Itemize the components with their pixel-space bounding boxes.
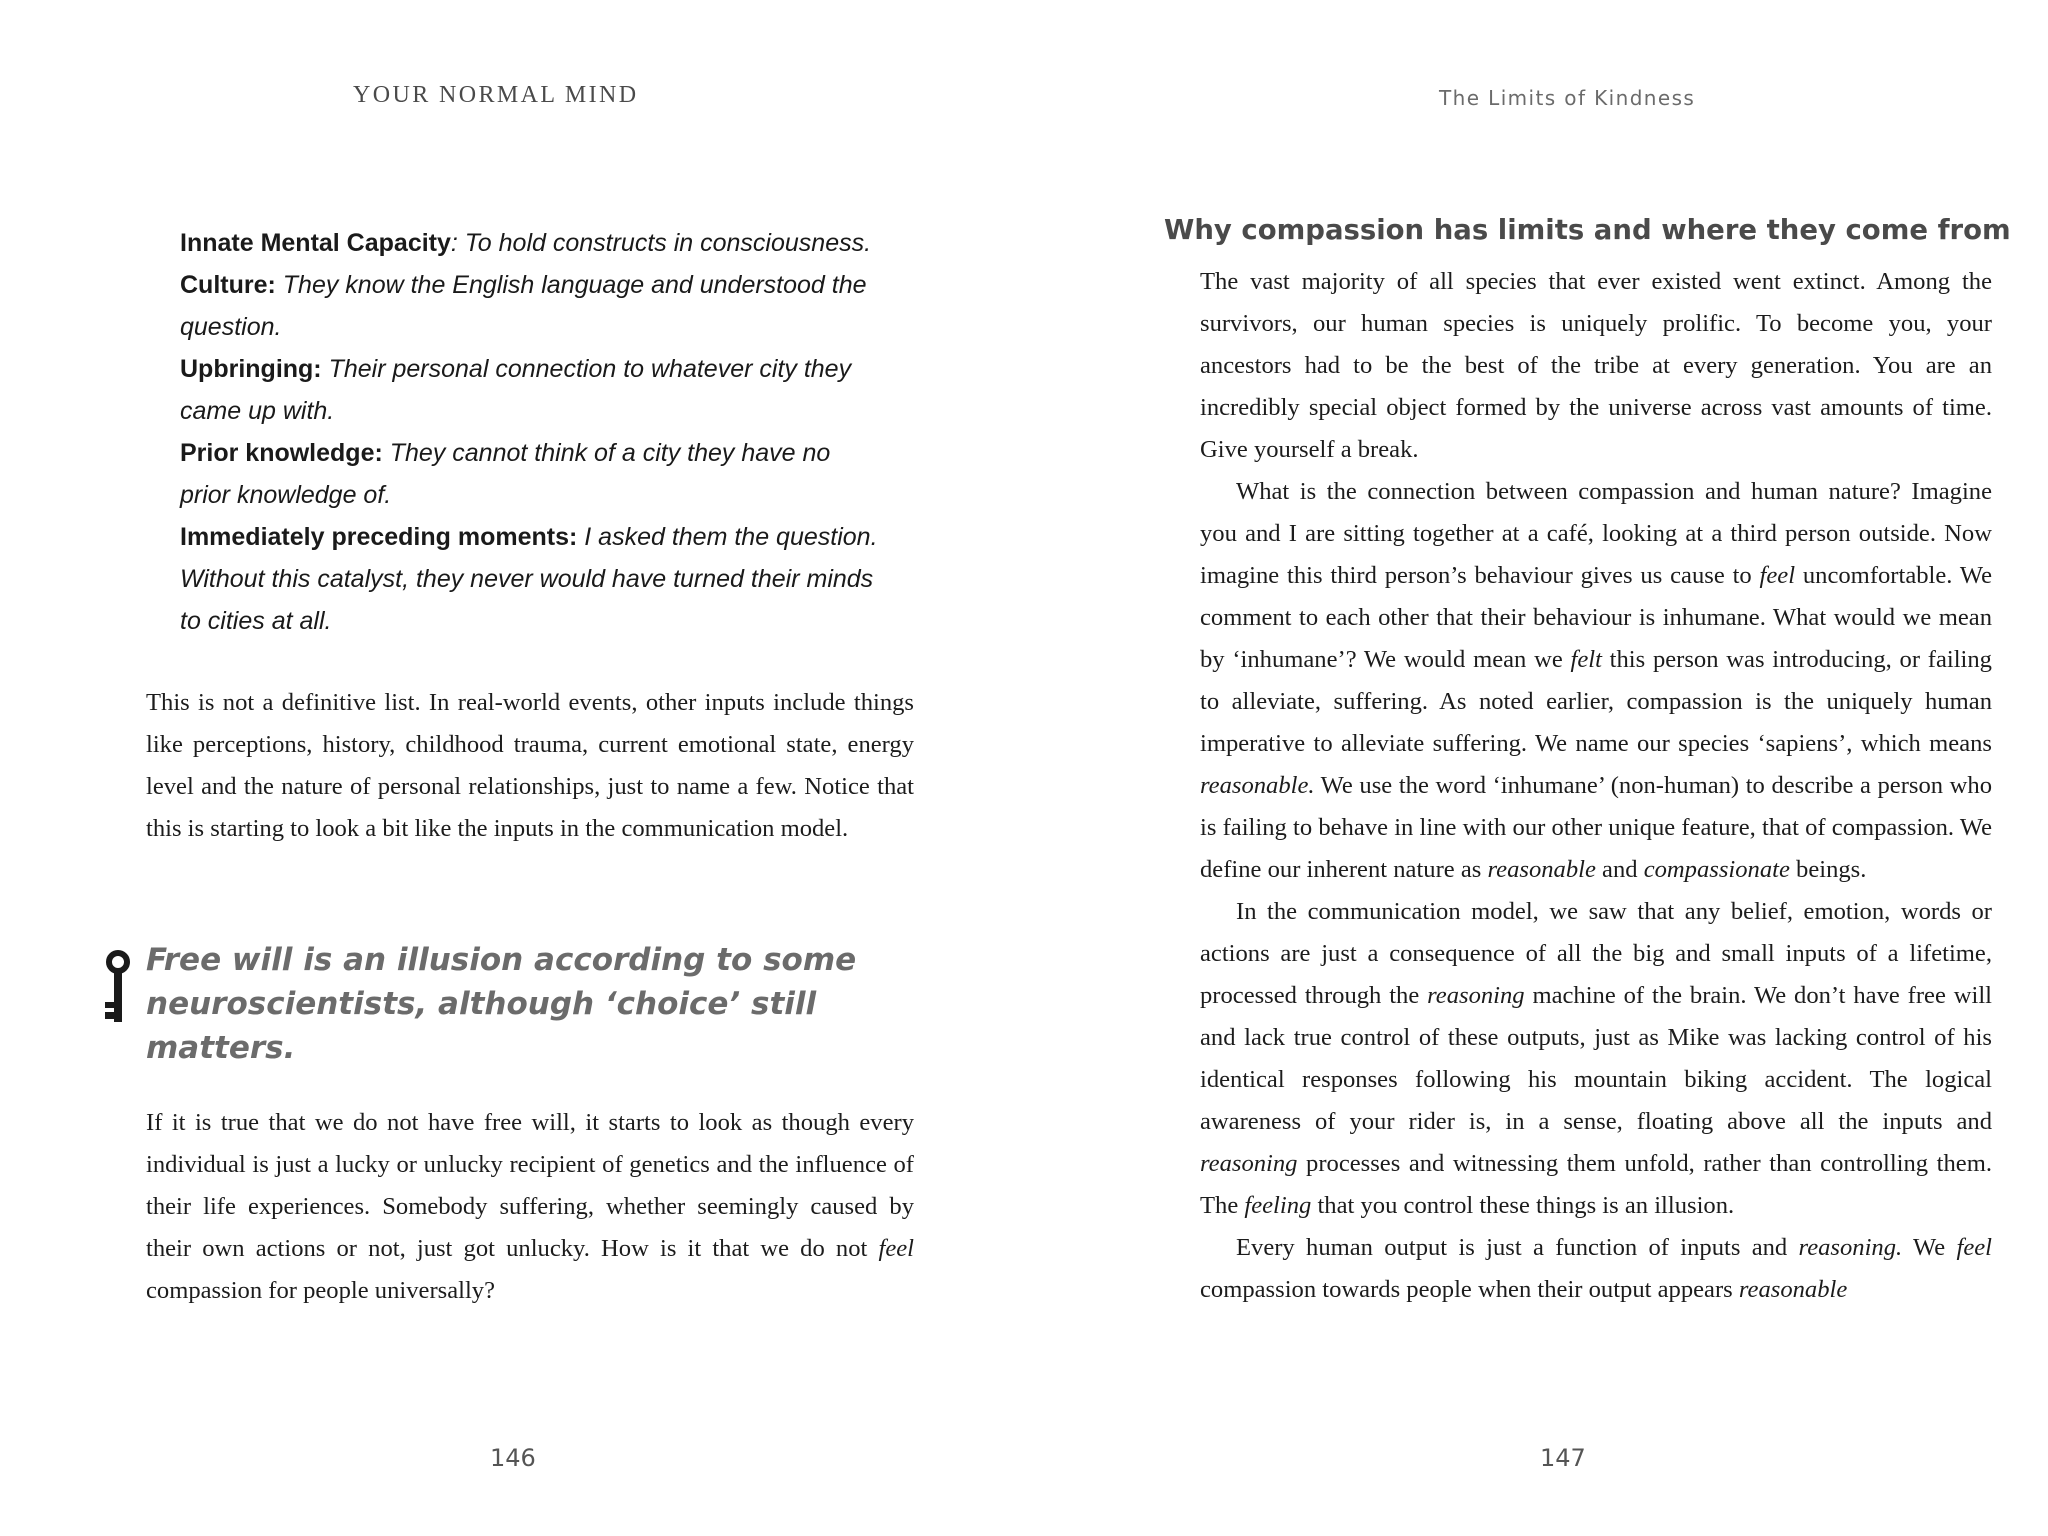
text-run: that you control these things is an illusion. <box>1311 1192 1735 1219</box>
text-run: What is the connection between compassion and human nature? Imagine you and I are sitting together at a café, looking at a third person outside. Now imagine this third person’s behaviour gives us cause to <box>1200 478 1992 589</box>
text-run: We <box>1902 1234 1957 1261</box>
body-paragraph <box>1200 891 1992 1227</box>
text-run: compassion for people universally? <box>146 1277 495 1304</box>
text-run: We use the word ‘inhumane’ (non-human) to describe a person who is failing to behave in line with our other unique feature, that of compassion. We define our inherent nature as <box>1200 772 1992 883</box>
key-icon <box>102 950 134 1024</box>
emphasis: reasonable <box>1738 1276 1848 1303</box>
pull-quote <box>102 938 922 1066</box>
text-run: and <box>1595 856 1644 883</box>
pull-quote-text: Free will is an illusion according to some neuroscientists, although ‘choice’ still matters. <box>146 942 857 1066</box>
text-run: this person was introducing, or failing to alleviate, suffering. As noted earlier, compassion is the uniquely human imperative to alleviate suffering. We name our species ‘sapiens’, which means <box>1200 646 1992 757</box>
text-run: beings. <box>1789 856 1867 883</box>
emphasis: feeling <box>1244 1192 1312 1219</box>
text-run: processes and witnessing them unfold, rather than controlling them. The <box>1200 1150 1992 1219</box>
emphasis: feel <box>1956 1234 1993 1261</box>
text-run: machine of the brain. We don’t have free will and lack true control of these outputs, just as Mike was lacking control of his identical responses following his mountain biking accident. The logical awareness of your rider is, in a sense, floating above all the inputs and <box>1200 982 1992 1135</box>
body-text <box>1200 261 1992 1311</box>
input-list-item <box>180 432 880 516</box>
input-description: I asked them the question. Without this catalyst, they never would have turned their minds to cities at all. <box>180 523 878 635</box>
emphasis: reasoning <box>1427 982 1525 1009</box>
input-description: They cannot think of a city they have no prior knowledge of. <box>180 439 831 509</box>
input-term: Immediately preceding moments: <box>180 523 578 551</box>
text-run: Every human output is just a function of inputs and <box>1236 1234 1799 1261</box>
section-heading: Why compassion has limits and where they come from <box>1164 214 2011 246</box>
text-run: In the communication model, we saw that any belief, emotion, words or actions are just a consequence of all the big and small inputs of a lifetime, processed through the <box>1200 898 1992 1009</box>
emphasis: feel <box>878 1235 914 1262</box>
input-description: Their personal connection to whatever city they came up with. <box>180 355 852 425</box>
input-description: To hold constructs in consciousness. <box>457 229 872 257</box>
running-head: The Limits of Kindness <box>1439 86 1696 110</box>
right-page <box>1024 0 2048 1536</box>
emphasis: reasoning. <box>1798 1234 1903 1261</box>
body-paragraph <box>146 1102 914 1312</box>
inputs-list <box>180 222 880 642</box>
input-list-item <box>180 222 880 264</box>
input-term: Upbringing: <box>180 355 322 383</box>
input-list-item <box>180 348 880 432</box>
input-separator: : <box>450 229 458 257</box>
emphasis: compassionate <box>1643 856 1790 883</box>
emphasis: reasonable. <box>1200 772 1315 799</box>
input-description: They know the English language and understood the question. <box>180 271 867 341</box>
emphasis: felt <box>1570 646 1602 673</box>
body-paragraph: The vast majority of all species that ever existed went extinct. Among the survivors, our human species is uniquely prolific. To become you, your ancestors had to be the best of the tribe at every generation. You are an incredibly special object formed by the universe across vast amounts of time. Give yourself a break. <box>1200 268 1992 463</box>
text-run: uncomfortable. We comment to each other that their behaviour is inhumane. What would we mean by ‘inhumane’? We would mean we <box>1200 562 1992 673</box>
text-run: compassion towards people when their output appears <box>1200 1276 1739 1303</box>
page-number: 146 <box>490 1444 536 1472</box>
input-list-item <box>180 516 880 642</box>
body-paragraph <box>1200 471 1992 891</box>
body-paragraph <box>1200 1227 1992 1311</box>
emphasis: reasonable <box>1487 856 1596 883</box>
emphasis: reasoning <box>1200 1150 1298 1177</box>
body-paragraph: This is not a definitive list. In real-world events, other inputs include things like perceptions, history, childhood trauma, current emotional state, energy level and the nature of personal relationships, just to name a few. Notice that this is starting to look a bit like the inputs in the communication model. <box>146 689 914 842</box>
emphasis: feel <box>1759 562 1796 589</box>
input-list-item <box>180 264 880 348</box>
text-run: If it is true that we do not have free will, it starts to look as though every individual is just a lucky or unlucky recipient of genetics and the influence of their life experiences. Somebody suffering, whether seemingly caused by their own actions or not, just got unlucky. How is it that we do not <box>146 1109 914 1262</box>
page-number: 147 <box>1540 1444 1586 1472</box>
input-term: Prior knowledge: <box>180 439 383 467</box>
input-term: Culture: <box>180 271 276 299</box>
running-head: YOUR NORMAL MIND <box>353 82 639 108</box>
input-term: Innate Mental Capacity <box>180 229 451 257</box>
